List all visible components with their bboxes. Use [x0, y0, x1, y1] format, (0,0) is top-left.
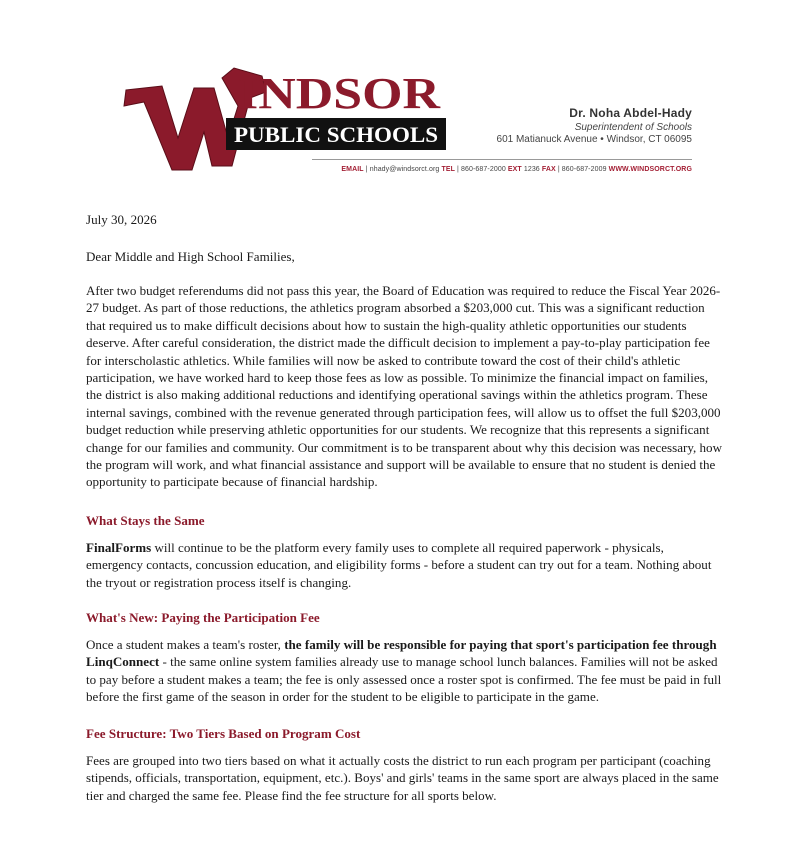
tel-label: TEL: [441, 166, 455, 173]
superintendent-title: Superintendent of Schools: [574, 122, 692, 133]
finalforms-bold: FinalForms: [86, 540, 152, 555]
contact-line: EMAIL | nhady@windsorct.org TEL | 860-687-2000 EXT 1236 FAX | 860-687-2009 WWW.WINDSORCT.ORG: [341, 166, 692, 173]
email-address[interactable]: nhady@windsorct.org: [369, 166, 440, 173]
whats-new-bold: the family will be responsible for paying that sport's participation fee through LinqConnect: [86, 637, 717, 670]
email-label: EMAIL: [341, 166, 364, 173]
logo-subtitle: PUBLIC SCHOOLS: [234, 122, 438, 147]
logo-wordmark: INDSOR: [238, 69, 442, 118]
section-heading-whats-new: What's New: Paying the Participation Fee: [86, 610, 320, 625]
section-heading-what-stays: What Stays the Same: [86, 513, 205, 528]
fax-number: 860-687-2009: [561, 166, 607, 173]
letter-body: [86, 211, 722, 803]
intro-paragraph: After two budget referendums did not pass this year, the Board of Education was required to reduce the Fiscal Year 2026-27 budget. As part of those reductions, the athletics program absorbed a $203,000 cut. This was a significant reduction that required us to make difficult decisions about how to sustain the high-quality athletic opportunities our students deserve. After careful consideration, the district made the difficult decision to implement a pay-to-play participation fee for interscholastic athletics. While families will now be asked to contribute toward the cost of their child's athletic participation, we have worked hard to keep those fees as low as possible. To minimize the financial impact on families, the district is also making additional reductions and identifying operational savings within the athletics program. These internal savings, combined with the revenue generated through participation fees, will allow us to offset the full $203,000 budget reduction while preserving athletic opportunities for our students. We recognize that this represents a significant change for our families and community. Our commitment is to be transparent about why this decision was necessary, how the program will work, and what financial assistance and support will be available to ensure that no student is denied the opportunity to participate because of financial hardship.: [86, 283, 722, 490]
windsor-logo: [122, 62, 452, 174]
section-paragraph-what-stays: [86, 539, 722, 591]
tel-number: 860-687-2000: [461, 166, 506, 173]
section-heading-fee-structure: Fee Structure: Two Tiers Based on Program Cost: [86, 726, 361, 741]
what-stays-text: will continue to be the platform every family uses to complete all required paperwork - physicals, emergency contacts, concussion education, and eligibility forms - before a student can try out for a team. Nothing about the tryout or registration process itself is changing.: [86, 540, 712, 590]
ext-label: EXT: [507, 166, 522, 173]
salutation: Dear Middle and High School Families,: [86, 249, 295, 264]
letterhead-divider: [312, 159, 692, 160]
letter-date: July 30, 2026: [86, 212, 157, 227]
superintendent-block: [497, 106, 692, 145]
fax-label: FAX: [541, 166, 556, 173]
ext-number: 1236: [523, 166, 540, 173]
superintendent-address: 601 Matianuck Avenue • Windsor, CT 06095: [496, 134, 692, 145]
section-paragraph-whats-new: [86, 636, 722, 706]
section-paragraph-fee-structure: Fees are grouped into two tiers based on what it actually costs the district to run each program per participant (coaching stipends, officials, transportation, equipment, etc.). Boys' and girls' teams in the same sport are always placed in the same tier and charged the same fee. Please find the fee structure for all sports below.: [86, 753, 719, 803]
whats-new-text-before: Once a student makes a team's roster,: [86, 637, 285, 652]
superintendent-name: Dr. Noha Abdel-Hady: [569, 106, 692, 120]
website-link[interactable]: WWW.WINDSORCT.ORG: [608, 166, 692, 173]
letterhead: [122, 62, 692, 182]
whats-new-text-after: - the same online system families already use to manage school lunch balances. Families will not be asked to pay before a student makes a team; the fee is only assessed once a roster spot is confirmed. The fee must be paid in full before the first game of the season in order for the student to be eligible to participate in the game.: [86, 654, 722, 705]
